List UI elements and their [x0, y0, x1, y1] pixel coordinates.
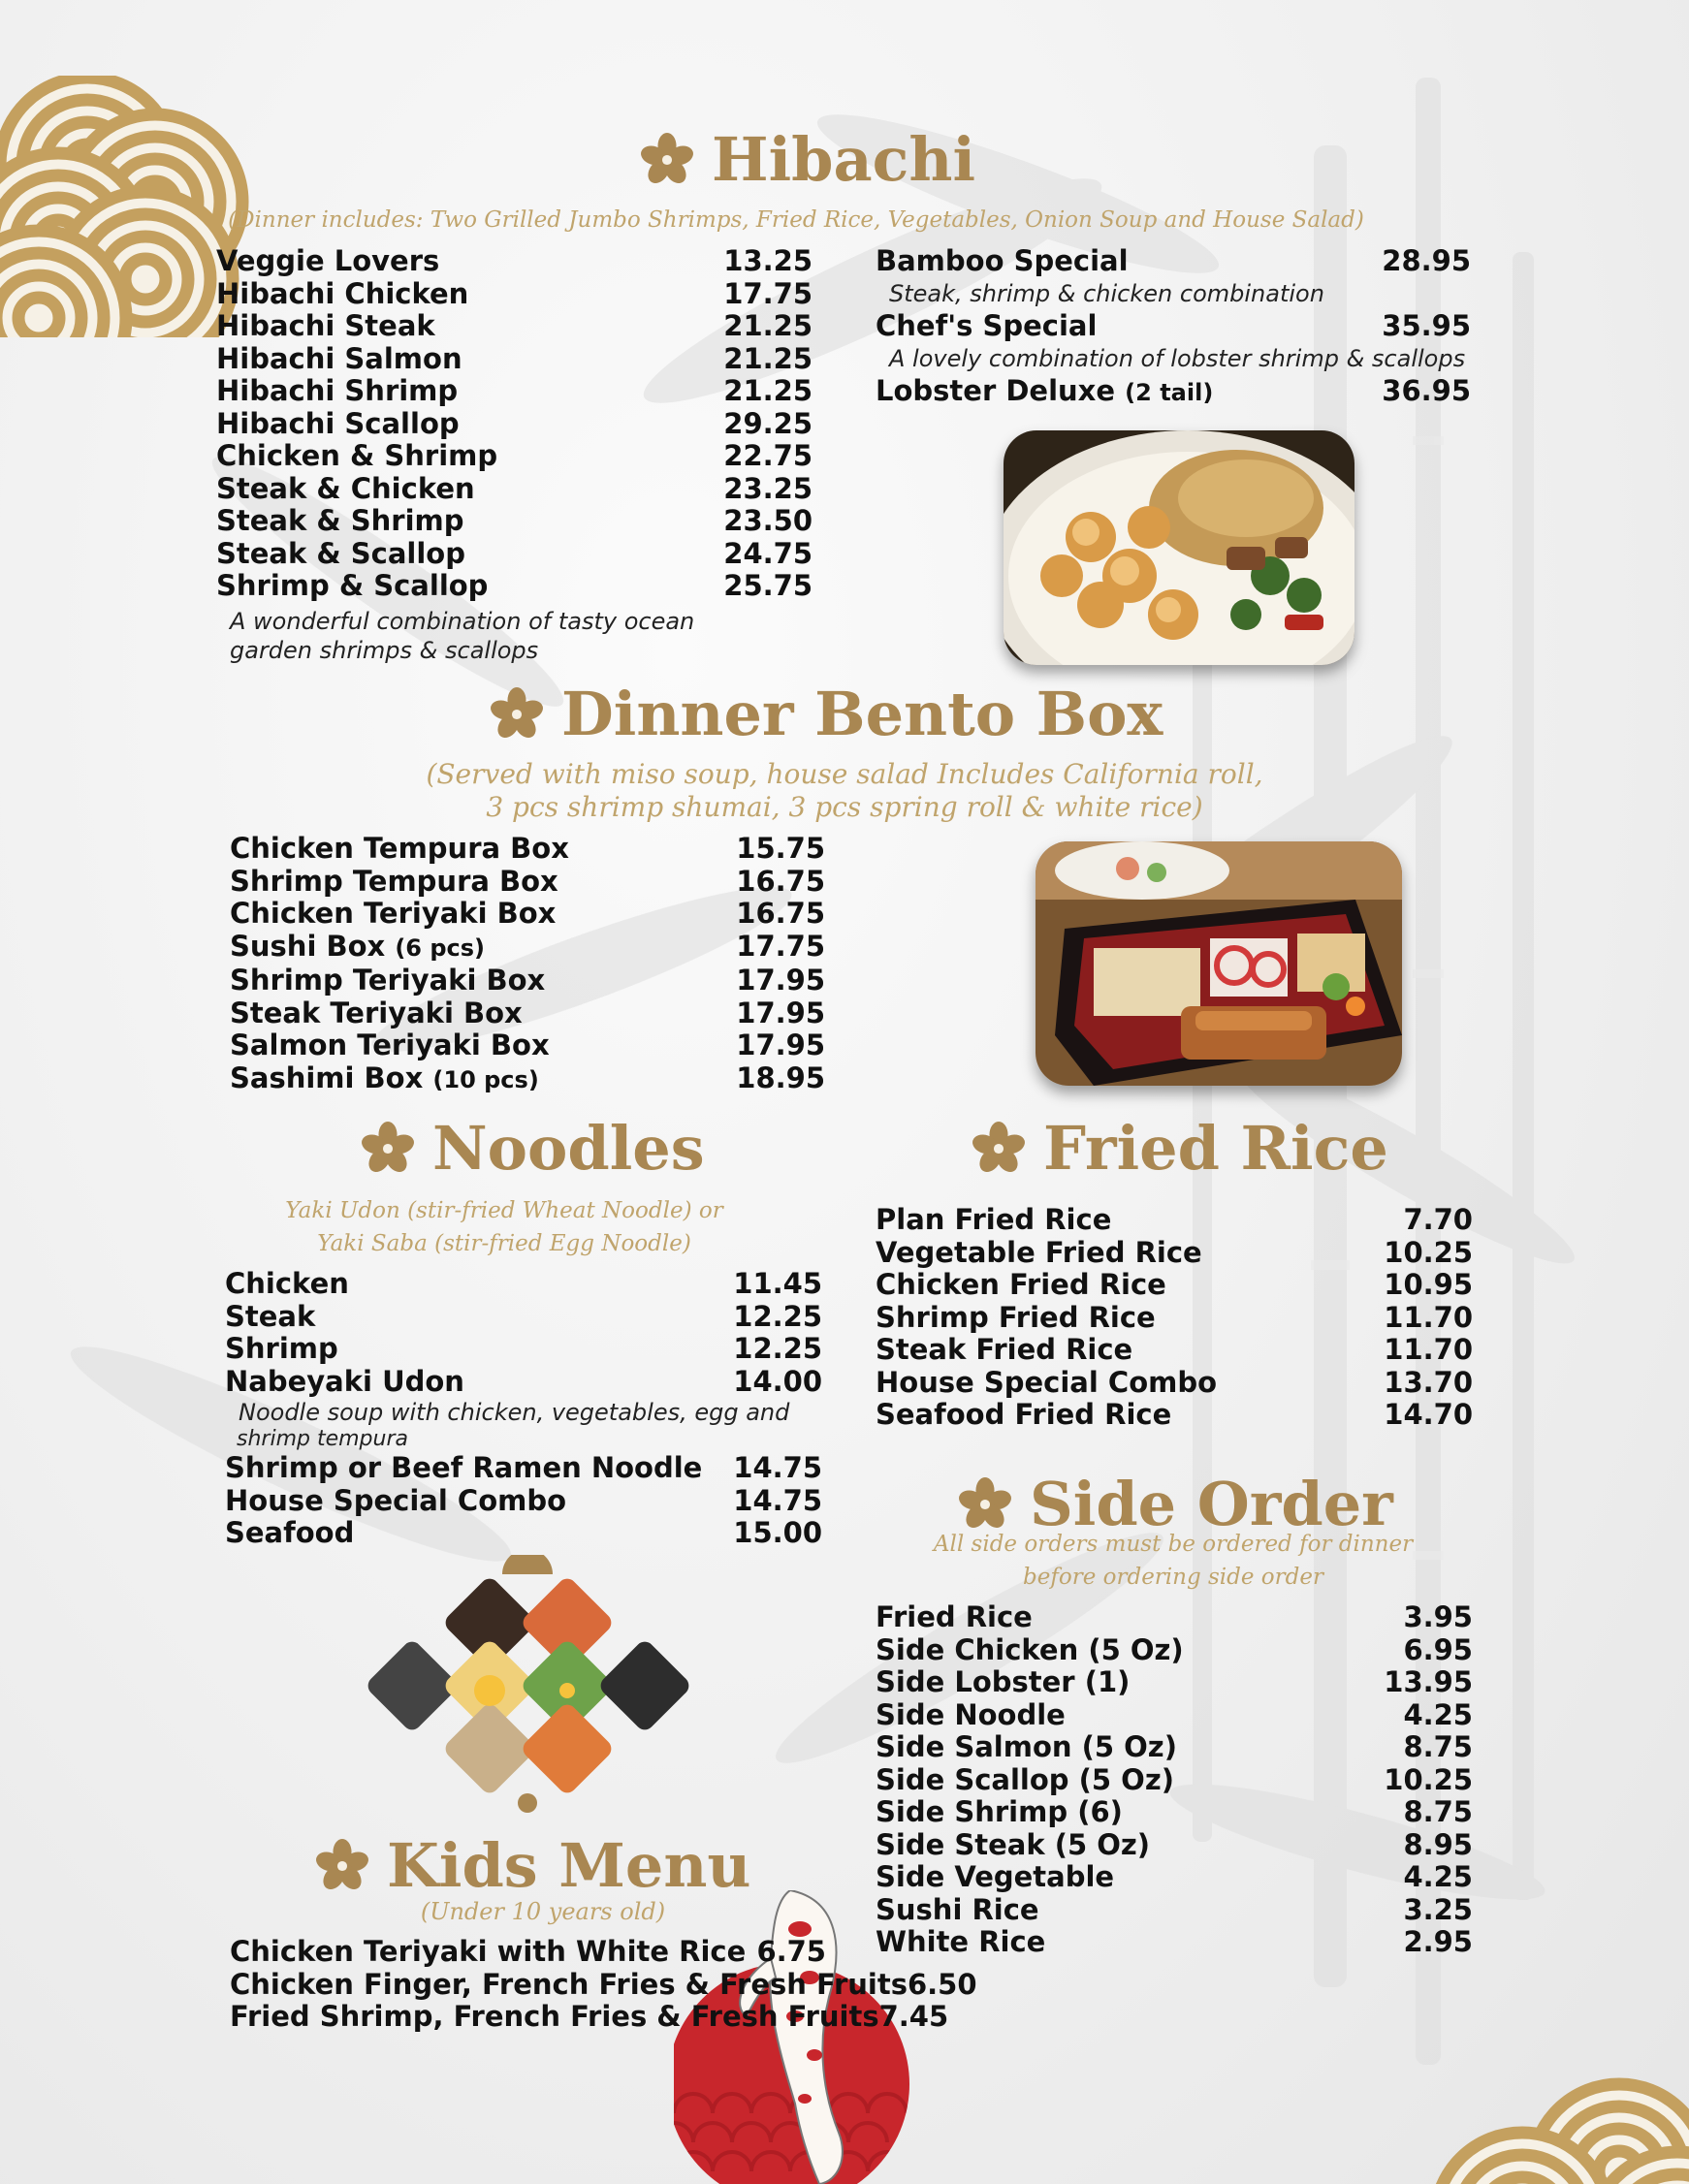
list-item	[216, 408, 813, 441]
bento-heading	[490, 679, 1163, 749]
item-price: 17.95	[736, 1029, 825, 1061]
noodles-heading	[361, 1113, 705, 1184]
item-price: 10.95	[1384, 1268, 1473, 1301]
fried-rice-heading	[972, 1113, 1388, 1184]
hibachi-right-list	[876, 245, 1471, 410]
item-name: Chicken Finger, French Fries & Fresh Fruits	[230, 1967, 908, 2001]
item-name: Chicken Tempura Box	[230, 832, 569, 865]
item-name: Veggie Lovers	[216, 244, 440, 277]
item-price: 12.25	[733, 1332, 822, 1365]
item-price: 16.75	[736, 864, 825, 898]
item-name: Steak Teriyaki Box	[230, 996, 523, 1029]
item-name: Side Shrimp (6)	[876, 1795, 1123, 1828]
item-name: Side Lobster (1)	[876, 1665, 1131, 1698]
item-price: 13.95	[1384, 1665, 1473, 1698]
item-description: shrimp tempura	[237, 1427, 408, 1451]
noodles-note: Yaki Saba (stir-fried Egg Noodle)	[317, 1231, 691, 1256]
list-item	[230, 1029, 825, 1062]
list-item	[230, 1936, 826, 1969]
list-item	[230, 965, 825, 997]
sakura-flower-icon	[315, 1839, 369, 1893]
fried-rice-title: Fried Rice	[1043, 1113, 1388, 1184]
item-name: Steak & Shrimp	[216, 504, 464, 537]
item-description: Steak, shrimp & chicken combination	[889, 279, 1324, 307]
item-name: Sushi Box	[230, 929, 386, 963]
hibachi-food-photo	[1004, 430, 1354, 665]
item-price: 11.70	[1384, 1333, 1473, 1366]
hibachi-title: Hibachi	[712, 124, 976, 195]
item-price: 7.45	[878, 2000, 949, 2033]
item-name: Shrimp	[225, 1332, 338, 1365]
item-price: 14.75	[733, 1483, 822, 1517]
item-name: Side Steak (5 Oz)	[876, 1827, 1151, 1861]
hibachi-left-list	[216, 245, 813, 665]
item-price: 17.95	[736, 964, 825, 997]
bento-food-photo	[1036, 841, 1402, 1086]
list-item	[876, 1302, 1473, 1335]
item-price: 24.75	[723, 536, 813, 570]
list-item	[216, 245, 813, 278]
item-name: Hibachi Shrimp	[216, 374, 459, 407]
sakura-flower-icon	[972, 1122, 1026, 1176]
item-name: Bamboo Special	[876, 244, 1129, 277]
item-name: Steak & Scallop	[216, 536, 465, 570]
item-name: Shrimp & Scallop	[216, 569, 489, 602]
item-name: Seafood Fried Rice	[876, 1398, 1172, 1431]
side-order-list	[876, 1601, 1473, 1959]
item-price: 35.95	[1382, 309, 1471, 342]
item-price: 14.70	[1384, 1398, 1473, 1431]
item-price: 21.25	[723, 341, 813, 375]
item-price: 3.25	[1403, 1892, 1473, 1926]
list-item	[876, 1269, 1473, 1302]
item-price: 11.45	[733, 1267, 822, 1300]
item-price: 15.00	[733, 1516, 822, 1549]
item-name: Chicken Fried Rice	[876, 1268, 1166, 1301]
hibachi-note: (Dinner includes: Two Grilled Jumbo Shrimps, Fried Rice, Vegetables, Onion Soup and House Salad)	[228, 207, 1364, 233]
noodles-note: Yaki Udon (stir-fried Wheat Noodle) or	[285, 1198, 723, 1223]
item-name: Nabeyaki Udon	[225, 1364, 464, 1398]
item-name: Shrimp Teriyaki Box	[230, 964, 546, 997]
list-item	[876, 1634, 1473, 1667]
item-price: 36.95	[1382, 374, 1471, 407]
list-item	[225, 1268, 822, 1301]
side-order-heading	[958, 1469, 1393, 1539]
item-price: 4.25	[1403, 1860, 1473, 1893]
list-item	[216, 440, 813, 473]
item-name: Shrimp Tempura Box	[230, 864, 558, 898]
seigaiha-wave-icon	[1425, 2036, 1689, 2184]
list-item	[230, 1967, 977, 2002]
item-price: 10.25	[1384, 1762, 1473, 1796]
list-item	[876, 1861, 1473, 1894]
item-name: Salmon Teriyaki Box	[230, 1029, 550, 1061]
item-price: 29.25	[723, 406, 813, 440]
item-name: Side Noodle	[876, 1697, 1066, 1731]
list-item	[876, 1237, 1473, 1270]
list-item	[876, 375, 1471, 410]
list-item	[876, 1334, 1473, 1367]
item-price: 15.75	[736, 832, 825, 865]
item-name: Chicken Teriyaki Box	[230, 897, 557, 930]
item-name: Chicken Teriyaki with White Rice	[230, 1935, 747, 1968]
item-name: Chef's Special	[876, 309, 1098, 342]
item-price: 17.75	[736, 929, 825, 963]
item-name: Hibachi Steak	[216, 309, 435, 342]
item-price: 12.25	[733, 1299, 822, 1333]
item-name: Hibachi Chicken	[216, 276, 469, 310]
list-item	[225, 1517, 822, 1550]
item-price: 14.00	[733, 1364, 822, 1398]
list-item	[230, 1062, 825, 1097]
item-price: 11.70	[1384, 1300, 1473, 1334]
item-price: 7.70	[1403, 1203, 1473, 1236]
kids-heading	[315, 1830, 751, 1901]
kids-title: Kids Menu	[387, 1830, 751, 1901]
item-price: 17.75	[723, 276, 813, 310]
side-order-note: All side orders must be ordered for dinner	[933, 1532, 1414, 1557]
item-price: 25.75	[723, 569, 813, 602]
list-item	[225, 1452, 822, 1485]
noodle-collage-image	[357, 1555, 698, 1822]
item-name: Sushi Rice	[876, 1892, 1039, 1926]
item-price: 28.95	[1382, 244, 1471, 277]
list-item	[876, 1367, 1473, 1400]
list-item	[876, 1829, 1473, 1862]
list-item	[876, 1666, 1473, 1699]
side-order-title: Side Order	[1030, 1469, 1393, 1539]
list-item	[216, 343, 813, 376]
item-name: House Special Combo	[876, 1365, 1218, 1399]
item-price: 21.25	[723, 309, 813, 342]
list-item	[876, 1894, 1473, 1927]
list-item	[876, 1796, 1473, 1829]
side-order-note: before ordering side order	[1023, 1565, 1323, 1590]
list-item	[216, 473, 813, 506]
item-name: Sashimi Box	[230, 1060, 424, 1094]
list-item	[230, 833, 825, 866]
bento-title: Dinner Bento Box	[561, 679, 1163, 749]
list-item	[230, 997, 825, 1030]
item-price: 17.95	[736, 996, 825, 1029]
noodles-title: Noodles	[432, 1113, 705, 1184]
item-name: Steak Fried Rice	[876, 1333, 1133, 1366]
list-item	[225, 1485, 822, 1518]
item-name: White Rice	[876, 1925, 1046, 1958]
item-name: Steak & Chicken	[216, 471, 475, 505]
item-description: A lovely combination of lobster shrimp & scallops	[889, 344, 1466, 372]
item-price: 8.95	[1403, 1827, 1473, 1861]
list-item	[876, 1731, 1473, 1764]
item-name: Side Vegetable	[876, 1860, 1115, 1893]
item-qualifier: (10 pcs)	[432, 1065, 539, 1093]
item-price: 6.95	[1403, 1632, 1473, 1666]
fried-rice-list	[876, 1204, 1473, 1432]
item-price: 3.95	[1403, 1600, 1473, 1633]
item-price: 6.50	[907, 1967, 977, 2001]
list-item	[216, 375, 813, 408]
item-price: 16.75	[736, 897, 825, 930]
item-price: 14.75	[733, 1451, 822, 1484]
list-item	[225, 1301, 822, 1334]
item-name: Vegetable Fried Rice	[876, 1235, 1202, 1269]
noodles-list	[225, 1268, 822, 1550]
bento-list	[230, 833, 825, 1096]
sakura-flower-icon	[490, 687, 544, 742]
item-name: Fried Shrimp, French Fries & Fresh Fruits	[230, 2000, 879, 2033]
item-name: House Special Combo	[225, 1483, 567, 1517]
item-name: Plan Fried Rice	[876, 1203, 1112, 1236]
bento-note: (Served with miso soup, house salad Includes California roll,	[426, 758, 1263, 790]
list-item	[876, 245, 1471, 278]
item-name: Hibachi Salmon	[216, 341, 462, 375]
item-name: Seafood	[225, 1516, 355, 1549]
hibachi-heading	[640, 124, 975, 195]
item-price: 21.25	[723, 374, 813, 407]
bento-note: 3 pcs shrimp shumai, 3 pcs spring roll & white rice)	[486, 791, 1203, 823]
item-price: 8.75	[1403, 1730, 1473, 1763]
kids-list	[230, 1935, 977, 2034]
item-description: garden shrimps & scallops	[230, 636, 539, 664]
list-item	[225, 1366, 822, 1399]
sakura-flower-icon	[361, 1122, 415, 1176]
item-name: Lobster Deluxe	[876, 374, 1116, 407]
list-item	[876, 1204, 1473, 1237]
item-name: Side Scallop (5 Oz)	[876, 1762, 1174, 1796]
list-item	[230, 866, 825, 899]
sakura-flower-icon	[640, 133, 694, 187]
item-price: 22.75	[723, 439, 813, 472]
item-price: 8.75	[1403, 1795, 1473, 1828]
item-name: Side Chicken (5 Oz)	[876, 1632, 1184, 1666]
list-item	[876, 1926, 1473, 1959]
item-name: Chicken & Shrimp	[216, 439, 498, 472]
item-name: Fried Rice	[876, 1600, 1033, 1633]
item-price: 4.25	[1403, 1697, 1473, 1731]
list-item	[216, 570, 813, 603]
item-description: Noodle soup with chicken, vegetables, egg and	[239, 1399, 790, 1426]
list-item	[216, 310, 813, 343]
list-item	[225, 1333, 822, 1366]
item-price: 18.95	[736, 1060, 825, 1094]
item-qualifier: (6 pcs)	[395, 934, 486, 962]
list-item	[876, 1399, 1473, 1432]
item-price: 13.25	[723, 244, 813, 277]
list-item	[230, 2000, 949, 2034]
list-item	[216, 538, 813, 571]
item-price: 6.75	[756, 1935, 826, 1968]
list-item	[216, 278, 813, 311]
item-price: 10.25	[1384, 1235, 1473, 1269]
item-name: Steak	[225, 1299, 316, 1333]
item-price: 23.25	[723, 471, 813, 505]
list-item	[876, 310, 1471, 343]
item-name: Side Salmon (5 Oz)	[876, 1730, 1177, 1763]
item-name: Hibachi Scallop	[216, 406, 460, 440]
sakura-flower-icon	[958, 1477, 1012, 1532]
list-item	[876, 1601, 1473, 1634]
list-item	[876, 1699, 1473, 1732]
item-price: 13.70	[1384, 1365, 1473, 1399]
item-name: Chicken	[225, 1267, 349, 1300]
kids-note: (Under 10 years old)	[420, 1898, 666, 1925]
item-price: 2.95	[1403, 1925, 1473, 1958]
list-item	[876, 1764, 1473, 1797]
item-name: Shrimp or Beef Ramen Noodle	[225, 1451, 703, 1484]
list-item	[230, 898, 825, 931]
item-name: Shrimp Fried Rice	[876, 1300, 1156, 1334]
list-item	[230, 931, 825, 965]
item-qualifier: (2 tail)	[1125, 379, 1214, 406]
item-price: 23.50	[723, 504, 813, 537]
item-description: A wonderful combination of tasty ocean	[230, 607, 695, 635]
list-item	[216, 505, 813, 538]
